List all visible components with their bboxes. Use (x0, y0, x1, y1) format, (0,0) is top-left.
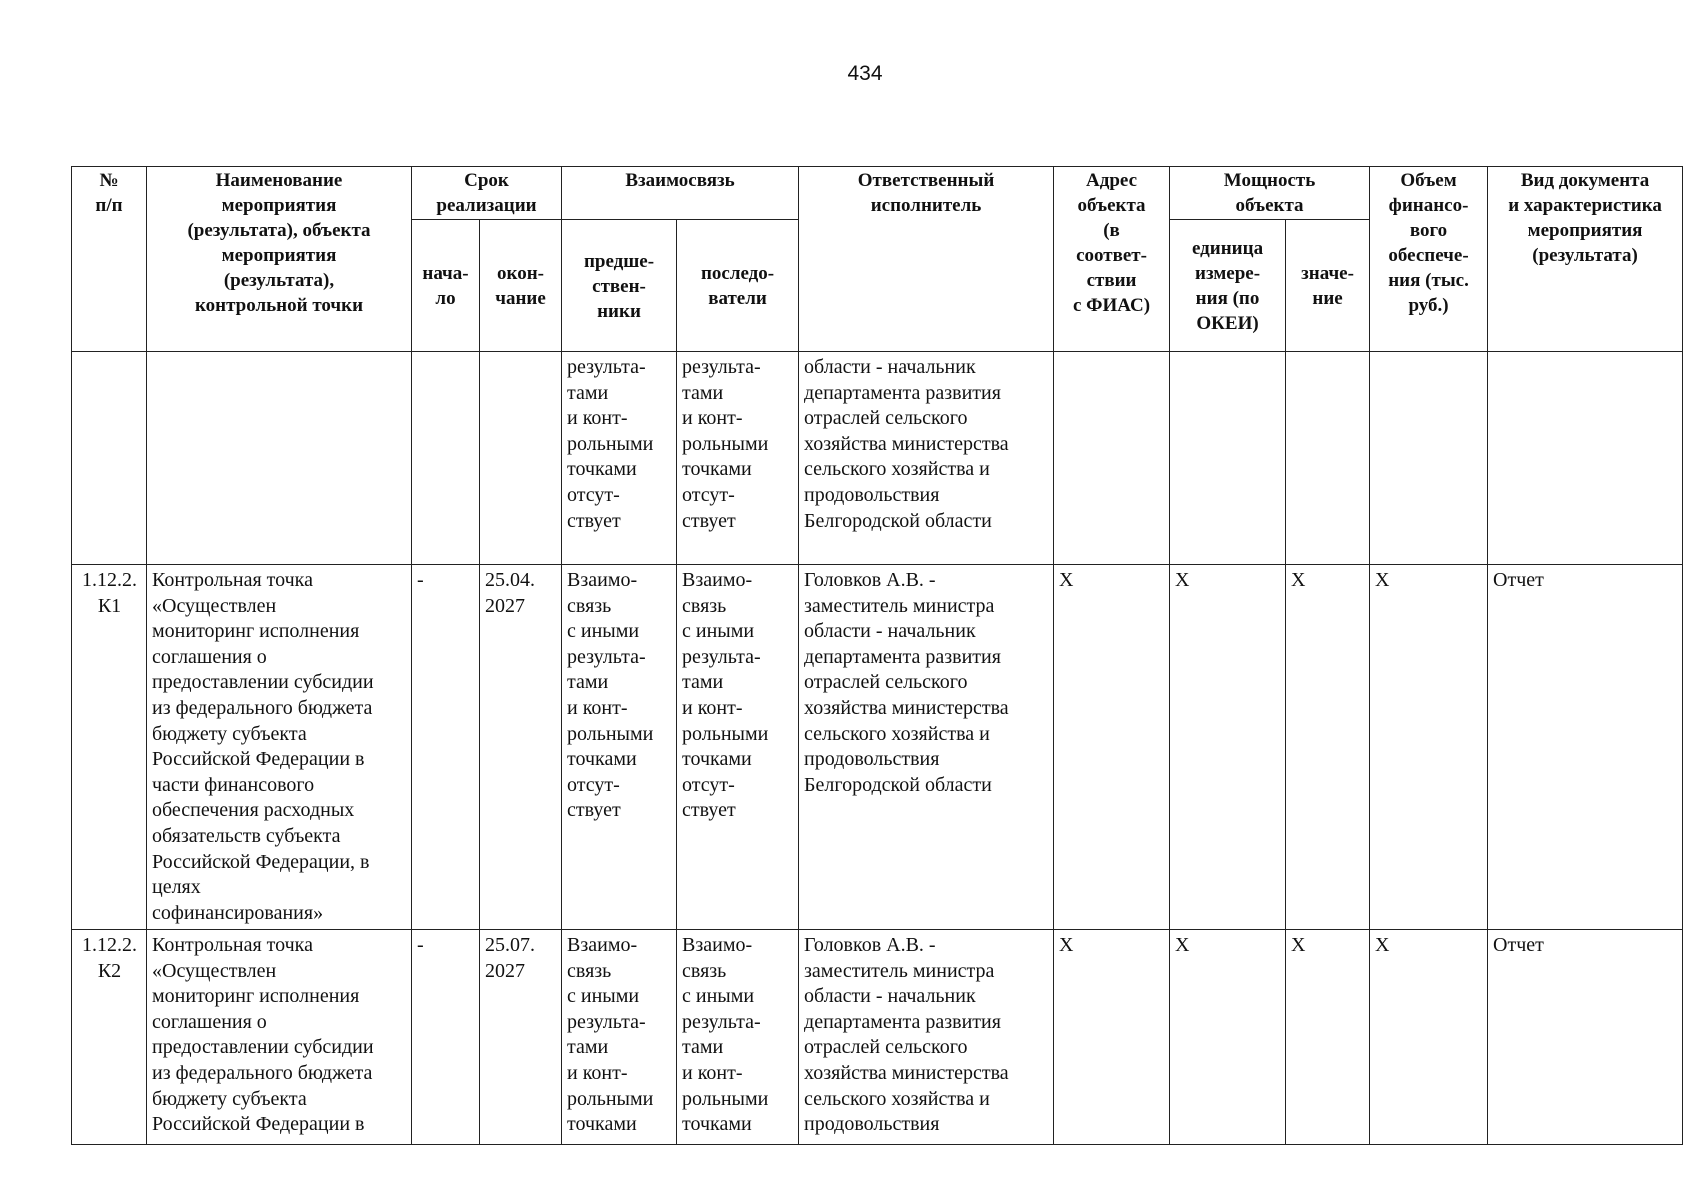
cell-name (147, 352, 412, 565)
cell-prev: результа- тами и конт- рольными точками отсут- ствует (562, 352, 677, 565)
cell-doc: Отчет (1488, 930, 1683, 1145)
cell-num: 1.12.2. К1 (72, 565, 147, 930)
cell-next: Взаимо- связь с иными результа- тами и конт- рольными точками отсут- ствует (677, 565, 799, 930)
cell-start: - (412, 930, 480, 1145)
header-capacity-unit: единица измере- ния (по ОКЕИ) (1170, 220, 1286, 352)
header-capacity-value: значе- ние (1286, 220, 1370, 352)
cell-address: X (1054, 565, 1170, 930)
cell-name: Контрольная точка «Осуществлен мониторинг исполнения соглашения о предоставлении субсидии из федерального бюджета бюджету субъекта Российской Федерации в части финансового обеспечения расходных обязательств субъекта Российской Федерации, в целях софинансирования» (147, 565, 412, 930)
cell-unit (1170, 352, 1286, 565)
cell-start (412, 352, 480, 565)
cell-name: Контрольная точка «Осуществлен мониторинг исполнения соглашения о предоставлении субсидии из федерального бюджета бюджету субъекта Российской Федерации в (147, 930, 412, 1145)
cell-doc: Отчет (1488, 565, 1683, 930)
cell-finance: X (1370, 930, 1488, 1145)
cell-address: X (1054, 930, 1170, 1145)
header-doc: Вид документа и характеристика мероприятия (результата) (1488, 167, 1683, 352)
cell-value (1286, 352, 1370, 565)
cell-doc (1488, 352, 1683, 565)
cell-end: 25.07. 2027 (480, 930, 562, 1145)
header-term-start: нача- ло (412, 220, 480, 352)
table-row (72, 565, 1683, 930)
cell-next: Взаимо- связь с иными результа- тами и конт- рольными точками (677, 930, 799, 1145)
cell-end: 25.04. 2027 (480, 565, 562, 930)
header-link-prev: предше- ствен- ники (562, 220, 677, 352)
cell-end (480, 352, 562, 565)
cell-finance: X (1370, 565, 1488, 930)
cell-responsible: Головков А.В. - заместитель министра области - начальник департамента развития отраслей сельского хозяйства министерства сельского хозяйства и продовольствия (799, 930, 1054, 1145)
header-capacity: Мощность объекта (1170, 167, 1370, 220)
cell-unit: X (1170, 930, 1286, 1145)
page-number: 434 (847, 62, 883, 85)
cell-start: - (412, 565, 480, 930)
table-row (72, 352, 1683, 565)
table-row (72, 930, 1683, 1145)
cell-value: X (1286, 565, 1370, 930)
header-term: Срок реализации (412, 167, 562, 220)
header-responsible: Ответственный исполнитель (799, 167, 1054, 352)
cell-num (72, 352, 147, 565)
header-name: Наименование мероприятия (результата), объекта мероприятия (результата), контрольной точки (147, 167, 412, 352)
cell-finance (1370, 352, 1488, 565)
cell-responsible: Головков А.В. - заместитель министра области - начальник департамента развития отраслей сельского хозяйства министерства сельского хозяйства и продовольствия Белгородской области (799, 565, 1054, 930)
cell-num: 1.12.2. К2 (72, 930, 147, 1145)
header-link: Взаимосвязь (562, 167, 799, 220)
header-term-end: окон- чание (480, 220, 562, 352)
cell-prev: Взаимо- связь с иными результа- тами и конт- рольными точками (562, 930, 677, 1145)
header-link-next: последо- ватели (677, 220, 799, 352)
header-address: Адрес объекта (в соответ- ствии с ФИАС) (1054, 167, 1170, 352)
cell-prev: Взаимо- связь с иными результа- тами и конт- рольными точками отсут- ствует (562, 565, 677, 930)
cell-responsible: области - начальник департамента развития отраслей сельского хозяйства министерства сельского хозяйства и продовольствия Белгородской области (799, 352, 1054, 565)
cell-address (1054, 352, 1170, 565)
cell-value: X (1286, 930, 1370, 1145)
header-num: № п/п (72, 167, 147, 352)
cell-next: результа- тами и конт- рольными точками отсут- ствует (677, 352, 799, 565)
header-finance: Объем финансо- вого обеспече- ния (тыс. руб.) (1370, 167, 1488, 352)
events-table (71, 166, 1683, 1145)
cell-unit: X (1170, 565, 1286, 930)
